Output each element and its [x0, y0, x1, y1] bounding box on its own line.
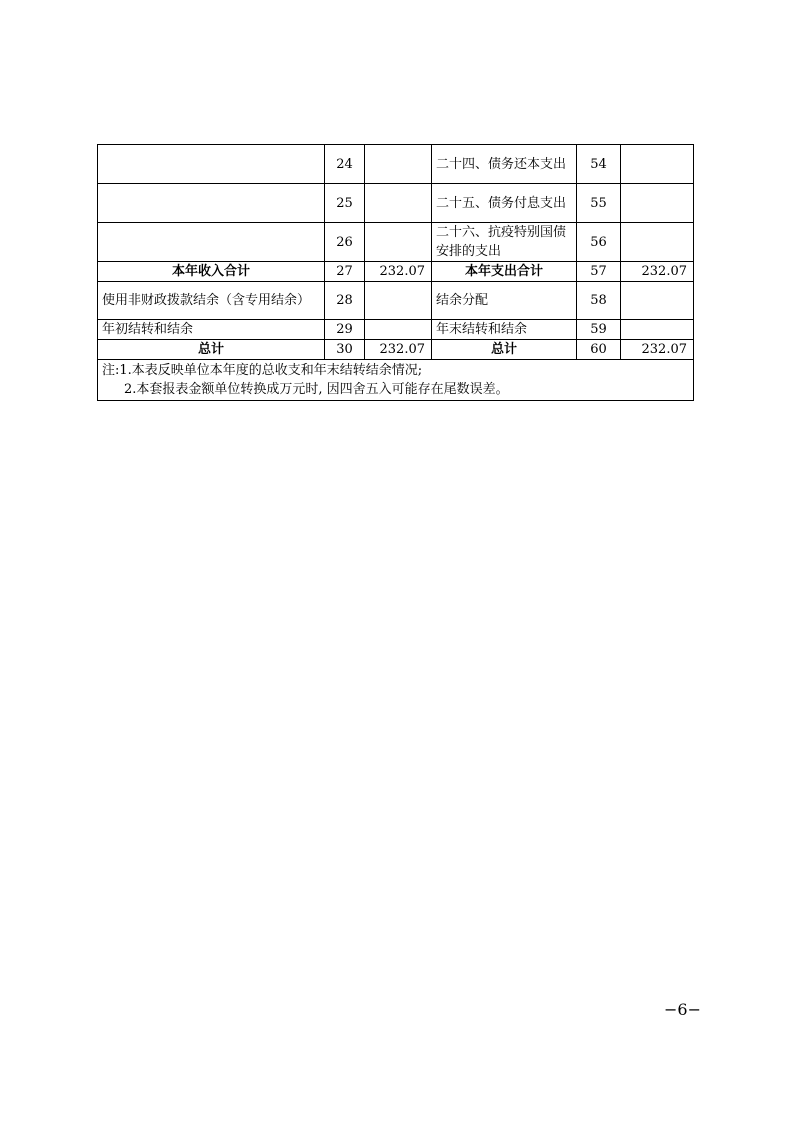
income-item-label: 使用非财政拨款结余（含专用结余） [98, 282, 325, 320]
expense-total-amount: 232.07 [621, 262, 694, 282]
table-row [98, 184, 694, 223]
expense-item-label: 二十四、债务还本支出 [432, 145, 577, 184]
expense-row-number: 55 [577, 184, 621, 223]
grand-total-income-amount: 232.07 [365, 340, 432, 360]
expense-total-label: 本年支出合计 [432, 262, 577, 282]
expense-item-label: 二十六、抗疫特别国债安排的支出 [432, 223, 577, 262]
income-expenditure-table [97, 144, 694, 401]
expense-row-number: 58 [577, 282, 621, 320]
expense-row-number: 54 [577, 145, 621, 184]
income-row-number: 29 [325, 320, 365, 340]
income-row-number: 26 [325, 223, 365, 262]
income-amount [365, 282, 432, 320]
table-row-annual-total [98, 262, 694, 282]
income-amount [365, 184, 432, 223]
expense-row-number: 57 [577, 262, 621, 282]
expense-row-number: 59 [577, 320, 621, 340]
table-row [98, 223, 694, 262]
expense-item-label: 年末结转和结余 [432, 320, 577, 340]
table-notes [98, 360, 694, 401]
expense-item-label: 结余分配 [432, 282, 577, 320]
income-item-label [98, 145, 325, 184]
income-item-label [98, 223, 325, 262]
grand-total-label: 总计 [98, 340, 325, 360]
income-item-label: 年初结转和结余 [98, 320, 325, 340]
income-row-number: 25 [325, 184, 365, 223]
table-row [98, 320, 694, 340]
expense-amount [621, 145, 694, 184]
expense-amount [621, 223, 694, 262]
table-row [98, 145, 694, 184]
table-notes-row [98, 360, 694, 401]
expense-amount [621, 184, 694, 223]
table-row-grand-total [98, 340, 694, 360]
page-number: −6− [664, 1000, 701, 1019]
expense-amount [621, 282, 694, 320]
income-amount [365, 320, 432, 340]
income-row-number: 27 [325, 262, 365, 282]
income-amount [365, 145, 432, 184]
expense-row-number: 56 [577, 223, 621, 262]
income-amount [365, 223, 432, 262]
income-total-label: 本年收入合计 [98, 262, 325, 282]
table-row [98, 282, 694, 320]
income-row-number: 24 [325, 145, 365, 184]
grand-total-expense-amount: 232.07 [621, 340, 694, 360]
note-line-1: 注:1.本表反映单位本年度的总收支和年末结转结余情况; [102, 363, 423, 378]
grand-total-expense-label: 总计 [432, 340, 577, 360]
income-item-label [98, 184, 325, 223]
income-row-number: 28 [325, 282, 365, 320]
note-line-2: 2.本套报表金额单位转换成万元时, 因四舍五入可能存在尾数误差。 [124, 382, 509, 397]
expense-row-number: 60 [577, 340, 621, 360]
income-row-number: 30 [325, 340, 365, 360]
income-total-amount: 232.07 [365, 262, 432, 282]
expense-amount [621, 320, 694, 340]
expense-item-label: 二十五、债务付息支出 [432, 184, 577, 223]
